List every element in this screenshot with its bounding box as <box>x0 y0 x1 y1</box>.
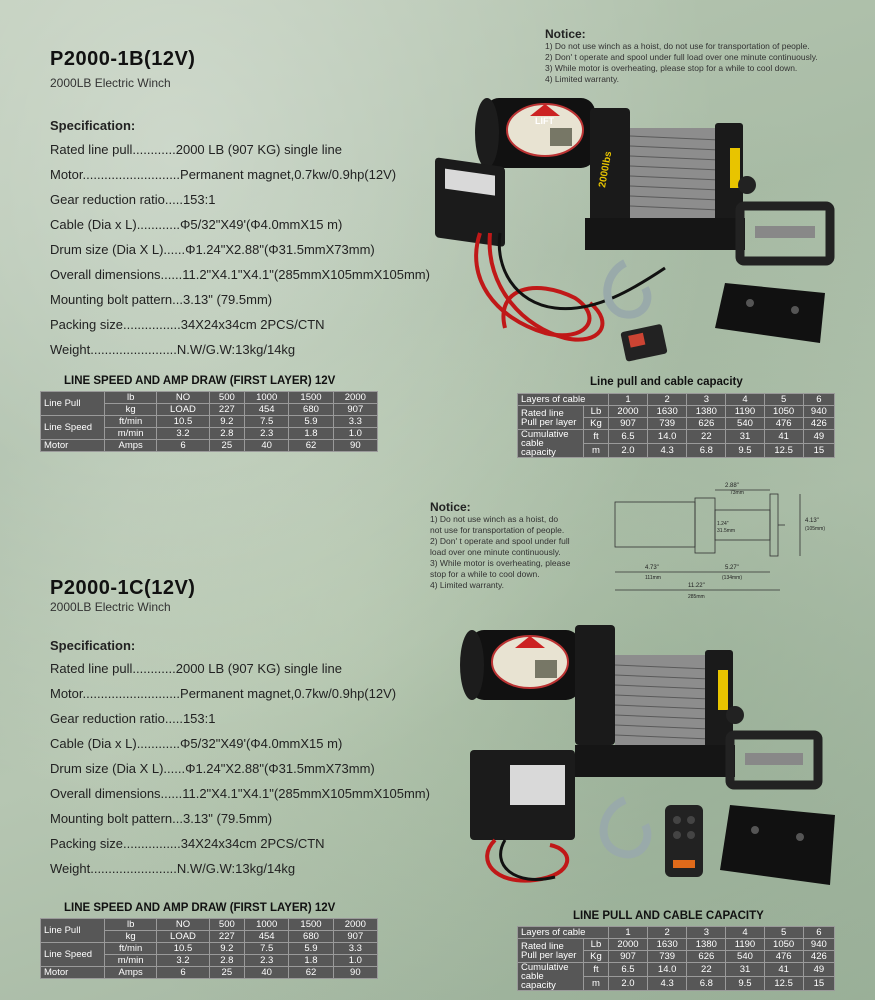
table-cell: 1.8 <box>289 955 333 967</box>
table-cell: 476 <box>764 951 803 963</box>
dim-side-in: 1.24" <box>717 521 729 527</box>
notice-item: 4) Limited warranty. <box>545 74 620 84</box>
table-cell: 7.5 <box>245 416 289 428</box>
table-cell: 1 <box>608 394 647 406</box>
table-cell: 6 <box>157 967 209 979</box>
table-cell: 12.5 <box>764 444 803 458</box>
table-cell: 5 <box>764 927 803 939</box>
spec-row: Mounting bolt pattern...3.13" (79.5mm) <box>50 292 273 307</box>
table-cell: 227 <box>209 931 244 943</box>
table-cell: 1000 <box>245 392 289 404</box>
table-cell: 2000 <box>608 406 647 418</box>
table-cell: Line Speed <box>41 416 105 440</box>
model-label: 2000lbs <box>597 150 615 189</box>
winch-drum <box>630 128 720 218</box>
table-cell: 4.3 <box>648 977 687 991</box>
dim-top-mm: 73mm <box>730 490 744 496</box>
spec-row: Rated line pull............2000 LB (907 KG) single line <box>50 142 342 157</box>
table-cell: 6.8 <box>687 444 726 458</box>
table-cell: 454 <box>245 931 289 943</box>
table-cell: 2.0 <box>608 444 647 458</box>
table-cell: 500 <box>209 919 244 931</box>
winch-product-image-1 <box>405 88 845 378</box>
spec-heading-2: Specification: <box>50 638 136 653</box>
table-cell: 31 <box>726 430 764 444</box>
table-cell: Layers of cable <box>518 394 609 406</box>
table-cell: Motor <box>41 440 105 452</box>
table-cell: 25 <box>209 440 244 452</box>
table-cell: m <box>584 977 609 991</box>
table-cell: 5.9 <box>289 943 333 955</box>
dimension-drawing <box>605 480 835 605</box>
table-cell: 6 <box>803 394 834 406</box>
table-row <box>41 440 378 452</box>
table-cell: 1190 <box>726 939 764 951</box>
speed-table-title-2: LINE SPEED AND AMP DRAW (FIRST LAYER) 12V <box>64 902 336 914</box>
spec-row: Cable (Dia x L)............Φ5/32"X49'(Φ4.0mmX15 m) <box>50 736 343 751</box>
spec-row: Motor...........................Permanent magnet,0.7kw/0.9hp(12V) <box>50 686 397 701</box>
dim-left-mm: 111mm <box>645 575 661 581</box>
notice-title: Notice: <box>545 27 586 41</box>
table-cell: ft/min <box>105 943 157 955</box>
table-cell: 907 <box>333 404 377 416</box>
spec-row: Rated line pull............2000 LB (907 KG) single line <box>50 661 342 676</box>
table-cell: 41 <box>764 963 803 977</box>
winch-gearbox <box>575 625 615 745</box>
spec-heading-1: Specification: <box>50 118 136 133</box>
drawing-motor <box>615 502 695 547</box>
table-row <box>518 939 835 951</box>
table-cell: 907 <box>333 931 377 943</box>
table-cell: 40 <box>245 967 289 979</box>
table-cell: LOAD <box>157 931 209 943</box>
notice-line: not use for transportation of people. <box>430 525 565 535</box>
table-cell: Lb <box>584 406 609 418</box>
subtitle-1: 2000LB Electric Winch <box>50 76 171 90</box>
table-cell: 10.5 <box>157 416 209 428</box>
table-cell: 9.2 <box>209 943 244 955</box>
table-cell: ft/min <box>105 416 157 428</box>
table-cell: 1630 <box>648 939 687 951</box>
notice-line: 2) Don' t operate and spool under full <box>430 536 570 546</box>
notice-item: 1) Do not use winch as a hoist, do not use for transportation of people. <box>545 41 810 51</box>
table-cell: NO <box>157 919 209 931</box>
table-cell: Kg <box>584 951 609 963</box>
table-row <box>41 943 378 955</box>
dim-height-mm: (105mm) <box>805 526 826 532</box>
table-row <box>518 406 835 418</box>
table-cell: m/min <box>105 955 157 967</box>
capacity-table-title-2: LINE PULL AND CABLE CAPACITY <box>573 910 764 922</box>
table-cell: kg <box>105 931 157 943</box>
mounting-plate <box>715 283 825 343</box>
table-cell: 40 <box>245 440 289 452</box>
table-cell: 626 <box>687 951 726 963</box>
table-cell: 3 <box>687 394 726 406</box>
table-cell: 940 <box>803 406 834 418</box>
table-row <box>41 919 378 931</box>
dim-overall-mm: 285mm <box>688 594 705 600</box>
table-cell: 4.3 <box>648 444 687 458</box>
notice-box-1 <box>545 27 865 85</box>
table-cell: 940 <box>803 939 834 951</box>
table-cell: Kg <box>584 418 609 430</box>
spec-row: Cable (Dia x L)............Φ5/32"X49'(Φ4.0mmX15 m) <box>50 217 343 232</box>
table-cell: 500 <box>209 392 244 404</box>
table-cell: 7.5 <box>245 943 289 955</box>
table-cell: 3 <box>687 927 726 939</box>
table-cell: 3.2 <box>157 428 209 440</box>
spec-row: Overall dimensions......11.2"X4.1"X4.1"(285mmX105mmX105mm) <box>50 267 430 282</box>
spec-row: Packing size................34X24x34cm 2PCS/CTN <box>50 317 325 332</box>
table-cell: m/min <box>105 428 157 440</box>
table-cell: 14.0 <box>648 963 687 977</box>
table-cell: 476 <box>764 418 803 430</box>
table-cell: Layers of cable <box>518 927 609 939</box>
table-cell: 6.5 <box>608 963 647 977</box>
table-cell: 90 <box>333 967 377 979</box>
table-cell: 540 <box>726 951 764 963</box>
table-cell: Line Pull <box>41 392 105 416</box>
spec-row: Drum size (Dia X L)......Φ1.24"X2.88"(Φ31.5mmX73mm) <box>50 242 375 257</box>
table-cell: Amps <box>105 440 157 452</box>
table-cell: 6.5 <box>608 430 647 444</box>
table-cell: Rated line Pull per layer <box>518 406 584 430</box>
table-cell: 426 <box>803 418 834 430</box>
notice-line: 1) Do not use winch as a hoist, do <box>430 514 559 524</box>
speed-table-1 <box>40 391 378 452</box>
notice-box-2 <box>430 500 600 591</box>
table-cell: 12.5 <box>764 977 803 991</box>
table-cell: 9.5 <box>726 977 764 991</box>
table-cell: 6 <box>803 927 834 939</box>
table-cell: 454 <box>245 404 289 416</box>
table-cell: 1190 <box>726 406 764 418</box>
table-cell: 22 <box>687 963 726 977</box>
table-cell: 2000 <box>333 919 377 931</box>
notice-line: stop for a while to cool down. <box>430 569 540 579</box>
table-cell: 907 <box>608 951 647 963</box>
table-cell: 31 <box>726 963 764 977</box>
dim-left-in: 4.73" <box>645 565 659 571</box>
table-cell: 1380 <box>687 939 726 951</box>
table-cell: 3.3 <box>333 943 377 955</box>
table-cell: 1000 <box>245 919 289 931</box>
table-cell: Rated line Pull per layer <box>518 939 584 963</box>
spec-row: Gear reduction ratio.....153:1 <box>50 192 216 207</box>
spec-row: Weight........................N.W/G.W:13kg/14kg <box>50 342 296 357</box>
table-cell: lb <box>105 919 157 931</box>
capacity-table-title-1: Line pull and cable capacity <box>590 376 743 388</box>
spec-row: Mounting bolt pattern...3.13" (79.5mm) <box>50 811 273 826</box>
table-cell: 2 <box>648 394 687 406</box>
table-cell: 1380 <box>687 406 726 418</box>
table-cell: Cumulative cable capacity <box>518 963 584 991</box>
table-cell: 49 <box>803 430 834 444</box>
table-cell: Cumulative cable capacity <box>518 430 584 458</box>
spec-row: Weight........................N.W/G.W:13kg/14kg <box>50 861 296 876</box>
model-title-2: P2000-1C(12V) <box>50 577 196 599</box>
dim-mid-mm: (134mm) <box>722 575 743 581</box>
table-cell: 10.5 <box>157 943 209 955</box>
table-cell: 90 <box>333 440 377 452</box>
table-cell: 4 <box>726 394 764 406</box>
spec-row: Drum size (Dia X L)......Φ1.24"X2.88"(Φ31.5mmX73mm) <box>50 761 375 776</box>
table-cell: 4 <box>726 927 764 939</box>
table-cell: Line Speed <box>41 943 105 967</box>
table-cell: 1500 <box>289 392 333 404</box>
table-cell: m <box>584 444 609 458</box>
table-cell: 626 <box>687 418 726 430</box>
dim-side-mm: 31.5mm <box>717 528 736 534</box>
table-cell: 25 <box>209 967 244 979</box>
table-cell: 1050 <box>764 406 803 418</box>
table-cell: 1 <box>608 927 647 939</box>
notice-title: Notice: <box>430 500 471 514</box>
table-cell: 5 <box>764 394 803 406</box>
table-cell: 62 <box>289 440 333 452</box>
table-cell: 1500 <box>289 919 333 931</box>
brand-label: LIFT <box>535 116 554 126</box>
table-cell: 2000 <box>333 392 377 404</box>
table-cell: 6 <box>157 440 209 452</box>
table-cell: 227 <box>209 404 244 416</box>
table-row <box>518 394 835 406</box>
notice-line: load over one minute continuously. <box>430 547 561 557</box>
table-cell: 1.0 <box>333 955 377 967</box>
table-cell: 22 <box>687 430 726 444</box>
table-row <box>518 963 835 977</box>
table-cell: 9.5 <box>726 444 764 458</box>
spec-row: Packing size................34X24x34cm 2PCS/CTN <box>50 836 325 851</box>
table-cell: 62 <box>289 967 333 979</box>
table-cell: 739 <box>648 418 687 430</box>
spec-row: Motor...........................Permanent magnet,0.7kw/0.9hp(12V) <box>50 167 397 182</box>
speed-table-title-1: LINE SPEED AND AMP DRAW (FIRST LAYER) 12V <box>64 375 336 387</box>
table-cell: 1050 <box>764 939 803 951</box>
notice-line: 4) Limited warranty. <box>430 580 505 590</box>
table-cell: lb <box>105 392 157 404</box>
table-cell: LOAD <box>157 404 209 416</box>
table-cell: 426 <box>803 951 834 963</box>
table-cell: 15 <box>803 444 834 458</box>
table-cell: 2.8 <box>209 428 244 440</box>
dim-top-in: 2.88" <box>725 483 739 489</box>
table-cell: 9.2 <box>209 416 244 428</box>
table-cell: 1.0 <box>333 428 377 440</box>
spec-row: Overall dimensions......11.2"X4.1"X4.1"(285mmX105mmX105mm) <box>50 786 430 801</box>
spec-list-1 <box>50 137 430 362</box>
capacity-table-1 <box>517 393 835 458</box>
table-cell: 2000 <box>608 939 647 951</box>
table-cell: Motor <box>41 967 105 979</box>
table-cell: 3.2 <box>157 955 209 967</box>
table-cell: ft <box>584 963 609 977</box>
table-cell: 680 <box>289 404 333 416</box>
table-cell: 5.9 <box>289 416 333 428</box>
notice-line: 3) While motor is overheating, please <box>430 558 571 568</box>
table-cell: 3.3 <box>333 416 377 428</box>
table-row <box>41 967 378 979</box>
table-cell: 907 <box>608 418 647 430</box>
spec-row: Gear reduction ratio.....153:1 <box>50 711 216 726</box>
table-cell: 2 <box>648 927 687 939</box>
table-row <box>41 416 378 428</box>
table-cell: 2.3 <box>245 428 289 440</box>
table-cell: 41 <box>764 430 803 444</box>
winch-product-image-2 <box>455 615 840 895</box>
mounting-plate <box>720 805 835 885</box>
table-cell: NO <box>157 392 209 404</box>
table-row <box>41 392 378 404</box>
table-cell: 2.3 <box>245 955 289 967</box>
dim-mid-in: 5.27" <box>725 565 739 571</box>
table-cell: 1.8 <box>289 428 333 440</box>
table-row <box>518 927 835 939</box>
spec-list-2 <box>50 656 430 881</box>
table-cell: Line Pull <box>41 919 105 943</box>
table-cell: 49 <box>803 963 834 977</box>
table-row <box>518 430 835 444</box>
table-cell: kg <box>105 404 157 416</box>
dim-height-in: 4.13" <box>805 518 819 524</box>
notice-item: 3) While motor is overheating, please stop for a while to cool down. <box>545 63 798 73</box>
table-cell: 2.0 <box>608 977 647 991</box>
notice-item: 2) Don' t operate and spool under full load over one minute continuously. <box>545 52 818 62</box>
table-cell: Amps <box>105 967 157 979</box>
dim-overall-in: 11.22" <box>688 583 705 589</box>
table-cell: Lb <box>584 939 609 951</box>
table-cell: 1630 <box>648 406 687 418</box>
table-cell: 15 <box>803 977 834 991</box>
capacity-table-2 <box>517 926 835 991</box>
subtitle-2: 2000LB Electric Winch <box>50 600 171 614</box>
table-cell: 6.8 <box>687 977 726 991</box>
table-cell: 14.0 <box>648 430 687 444</box>
speed-table-2 <box>40 918 378 979</box>
model-title-1: P2000-1B(12V) <box>50 48 196 70</box>
table-cell: 739 <box>648 951 687 963</box>
table-cell: 540 <box>726 418 764 430</box>
table-cell: 680 <box>289 931 333 943</box>
table-cell: ft <box>584 430 609 444</box>
table-cell: 2.8 <box>209 955 244 967</box>
